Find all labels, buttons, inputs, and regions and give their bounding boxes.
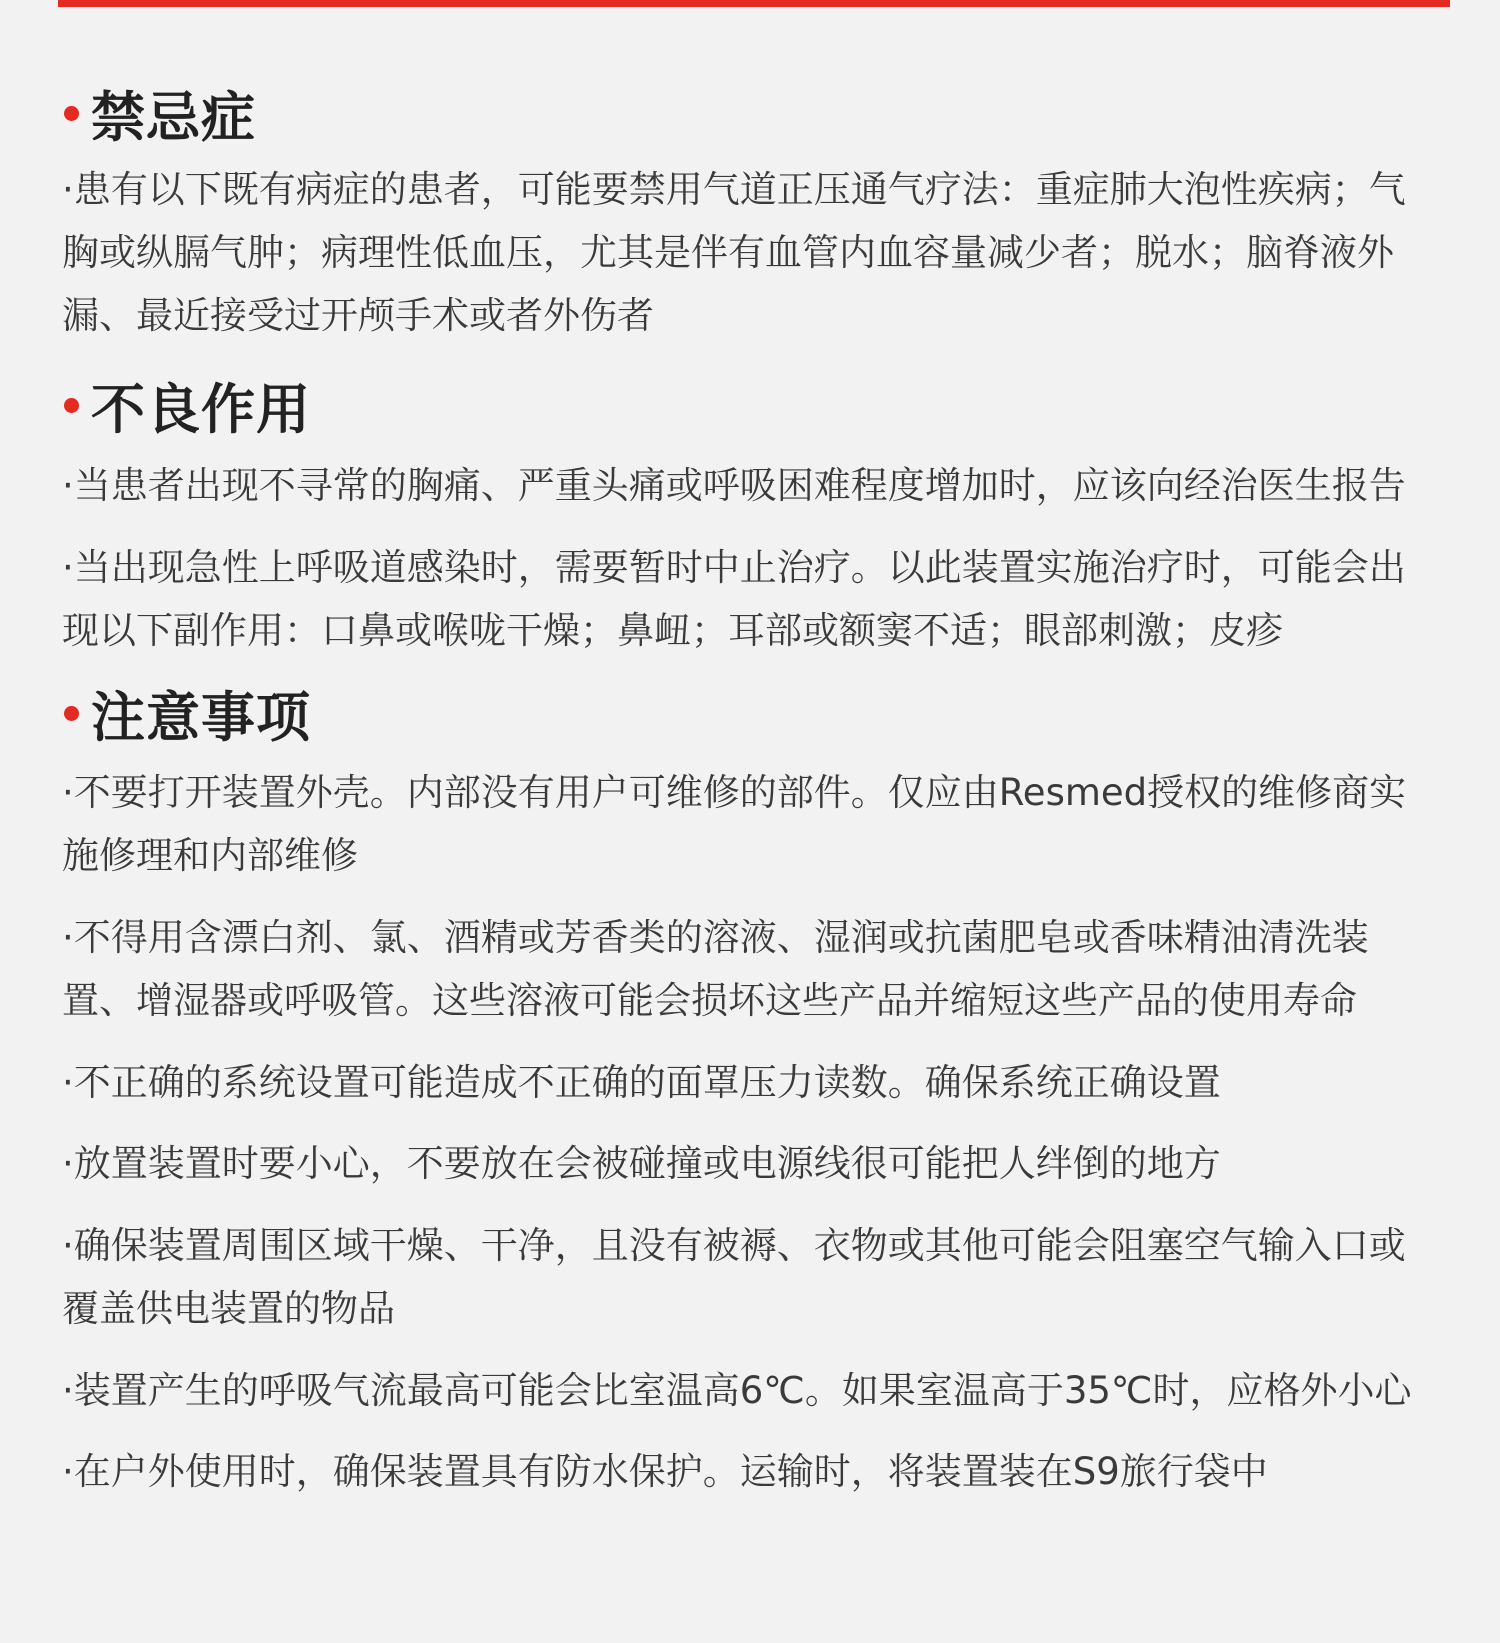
section-heading-precautions	[64, 678, 311, 748]
paragraph: ·不正确的系统设置可能造成不正确的面罩压力读数。确保系统正确设置	[62, 1061, 1221, 1104]
bullet-dot-icon	[64, 398, 79, 413]
section-heading-adverse-effects	[64, 370, 311, 440]
paragraph: ·不要打开装置外壳。内部没有用户可维修的部件。仅应由Resmed授权的维修商实施修理和内部维修	[62, 771, 1407, 877]
bullet-dot-icon	[64, 706, 79, 721]
section-title: 不良作用	[91, 377, 311, 441]
paragraph: ·在户外使用时，确保装置具有防水保护。运输时，将装置装在S9旅行袋中	[62, 1450, 1268, 1493]
section-title: 禁忌症	[91, 85, 256, 149]
paragraph: ·当出现急性上呼吸道感染时，需要暂时中止治疗。以此装置实施治疗时，可能会出现以下副作用：口鼻或喉咙干燥；鼻衄；耳部或额窦不适；眼部刺激；皮疹	[62, 546, 1406, 652]
section-title: 注意事项	[91, 685, 311, 749]
paragraph: ·患有以下既有病症的患者，可能要禁用气道正压通气疗法：重症肺大泡性疾病；气胸或纵膈气肿；病理性低血压，尤其是伴有血管内血容量减少者；脱水；脑脊液外漏、最近接受过开颅手术或者外伤者	[62, 168, 1406, 337]
bullet-dot-icon	[64, 106, 79, 121]
paragraph: ·当患者出现不寻常的胸痛、严重头痛或呼吸困难程度增加时，应该向经治医生报告	[62, 464, 1406, 507]
paragraph: ·装置产生的呼吸气流最高可能会比室温高6℃。如果室温高于35℃时，应格外小心	[62, 1369, 1412, 1412]
paragraph: ·不得用含漂白剂、氯、酒精或芳香类的溶液、湿润或抗菌肥皂或香味精油清洗装置、增湿器或呼吸管。这些溶液可能会损坏这些产品并缩短这些产品的使用寿命	[62, 916, 1369, 1022]
paragraph: ·确保装置周围区域干燥、干净，且没有被褥、衣物或其他可能会阻塞空气输入口或覆盖供电装置的物品	[62, 1224, 1406, 1330]
section-heading-contraindications	[64, 78, 256, 148]
paragraph: ·放置装置时要小心，不要放在会被碰撞或电源线很可能把人绊倒的地方	[62, 1142, 1221, 1185]
